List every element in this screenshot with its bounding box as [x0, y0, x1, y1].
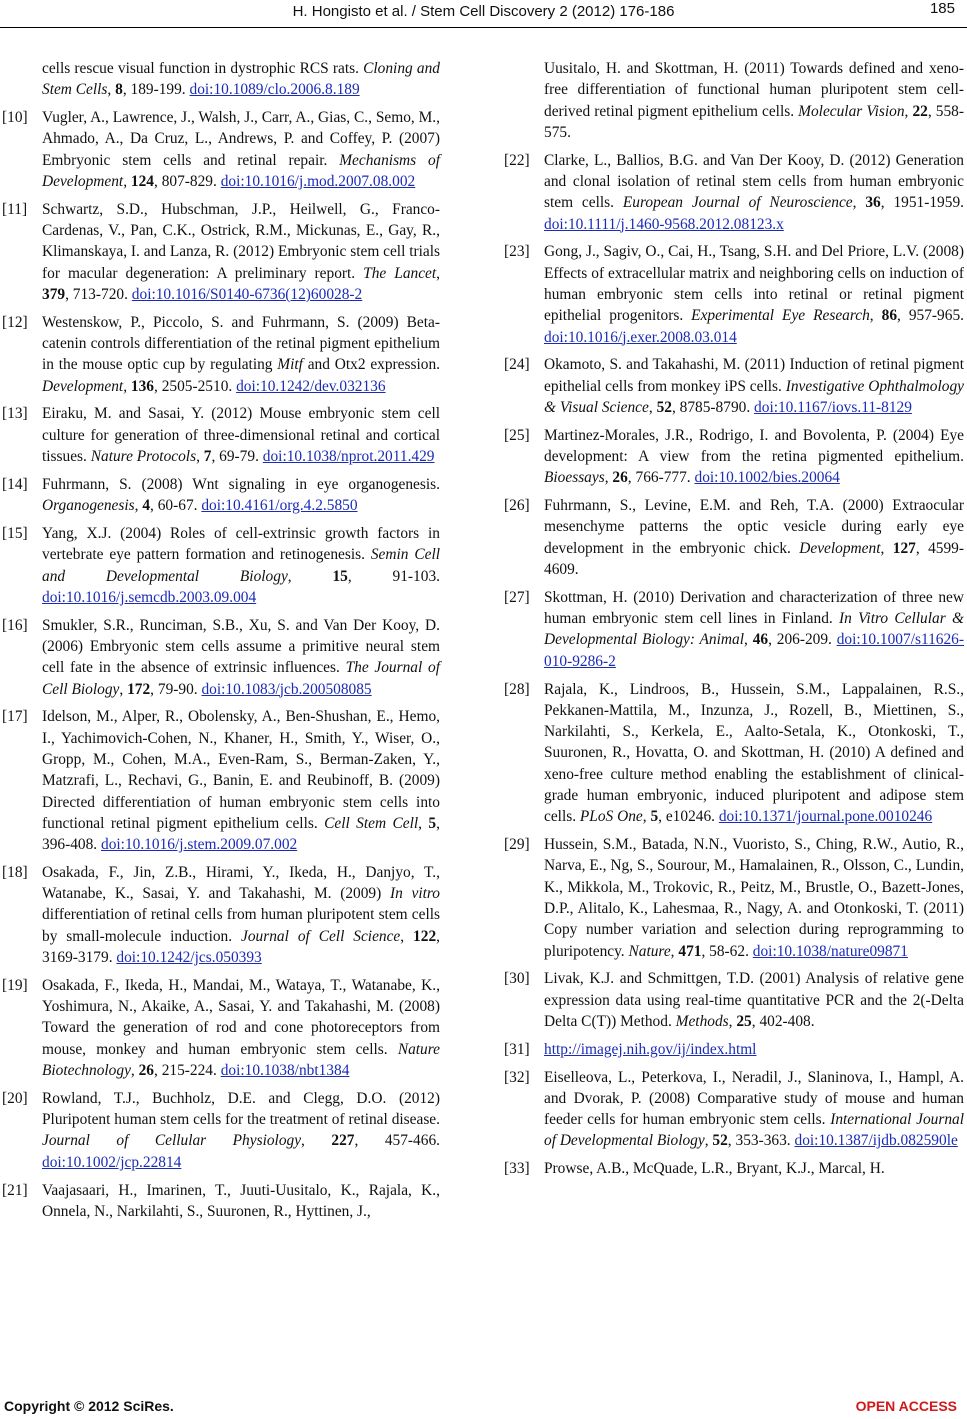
- reference-text: ,: [880, 539, 893, 557]
- reference-link[interactable]: doi:10.1016/j.mod.2007.08.002: [220, 172, 416, 190]
- reference-text: ,: [130, 1062, 139, 1080]
- reference-text: ,: [301, 1132, 332, 1150]
- reference-text: Rowland, T.J., Buchholz, D.E. and Clegg, D.O. (2012) Pluripotent human stem cells for the treatment of retinal disease.: [42, 1089, 440, 1129]
- reference-text: ,: [728, 1012, 737, 1030]
- reference-link[interactable]: doi:10.1007/s11626-010-9286-2: [544, 631, 964, 670]
- reference-journal-title: Experimental Eye Research: [691, 307, 870, 325]
- running-header: [0, 0, 967, 25]
- reference-text: , 1951-1959.: [880, 194, 964, 212]
- reference-text: , 558-575.: [544, 102, 964, 141]
- reference-journal-title: Cloning and Stem Cells: [42, 60, 440, 99]
- reference-text: ,: [704, 1132, 713, 1150]
- reference-text: , 957-965.: [897, 307, 964, 325]
- reference-journal-title: Mitf: [277, 356, 303, 374]
- reference-entry: [0, 1180, 440, 1223]
- reference-text: Martinez-Morales, J.R., Rodrigo, I. and Bovolenta, P. (2004) Eye development: A view from the retina pigmented epithelium.: [544, 426, 964, 466]
- reference-text: ,: [852, 194, 866, 212]
- reference-volume: 36: [865, 194, 881, 212]
- reference-text: Livak, K.J. and Schmittgen, T.D. (2001) Analysis of relative gene expression data using real-time quantitative PCR and the 2(-Delta Delta C(T)) Method.: [544, 970, 964, 1030]
- reference-link[interactable]: doi:10.1038/nature09871: [752, 942, 908, 960]
- reference-number: [28]: [504, 680, 530, 698]
- reference-journal-title: Molecular Vision: [798, 102, 905, 120]
- reference-journal-title: PLoS One: [579, 808, 643, 826]
- reference-link[interactable]: doi:10.1111/j.1460-9568.2012.08123.x: [544, 215, 784, 233]
- reference-entry: [0, 615, 440, 700]
- reference-text: differentiation of retinal cells from human pluripotent stem cells by small-molecule induction.: [42, 906, 440, 945]
- reference-number: [31]: [504, 1040, 530, 1058]
- reference-link[interactable]: doi:10.4161/org.4.2.5850: [201, 497, 358, 515]
- reference-number: [22]: [504, 151, 530, 169]
- reference-volume: 22: [912, 102, 928, 120]
- reference-entry: [0, 107, 440, 192]
- reference-text: Westenskow, P., Piccolo, S. and Fuhrmann, S. (2009) Beta-catenin controls differentiation of the retinal pigment epithelium in the mouse optic cup by regulating: [42, 313, 440, 374]
- reference-text: cells rescue visual function in dystrophic RCS rats.: [42, 60, 364, 77]
- reference-number: [13]: [2, 405, 28, 423]
- reference-text: , 396-408.: [42, 814, 440, 854]
- reference-text: ,: [904, 102, 913, 120]
- reference-link[interactable]: doi:10.1387/ijdb.082590le: [794, 1132, 958, 1150]
- reference-text: Gong, J., Sagiv, O., Cai, H., Tsang, S.H. and Del Priore, L.V. (2008) Effects of extracellular matrix and neighboring cells on induction of human embryonic stem cells into retinal or retinal pigment epithelial progenitors.: [544, 243, 964, 325]
- reference-number: [21]: [2, 1181, 28, 1199]
- reference-number: [26]: [504, 497, 530, 515]
- reference-number: [25]: [504, 426, 530, 444]
- reference-entry: [0, 706, 440, 855]
- reference-entry: [0, 474, 440, 517]
- reference-entry: [502, 1039, 964, 1060]
- reference-journal-title: Cell Stem Cell: [324, 814, 419, 832]
- reference-text: Schwartz, S.D., Hubschman, J.P., Heilwell, G., Franco-Cardenas, V., Pan, C.K., Ostrick, R.M., Mickunas, E., Gay, R., Klimanskaya, I. and Lanza, R. (2012) Embryonic stem cell trials for macular degeneration: A preliminary report.: [42, 200, 440, 282]
- reference-entry: [0, 58, 440, 101]
- reference-text: Smukler, S.R., Runciman, S.B., Xu, S. and Van Der Kooy, D. (2006) Embryonic stem cells assume a primitive neural stem cell fate in the absence of extrinsic influences.: [42, 616, 440, 677]
- reference-text: and Otx2 expression.: [302, 356, 440, 374]
- reference-text: ,: [418, 814, 429, 832]
- reference-entry: [502, 1158, 964, 1179]
- reference-link[interactable]: doi:10.1038/nbt1384: [220, 1062, 350, 1080]
- reference-entry: [502, 150, 964, 235]
- reference-volume: 127: [892, 539, 916, 557]
- reference-text: Fuhrmann, S., Levine, E.M. and Reh, T.A. (2000) Extraocular mesenchyme patterns the optic vesicle during early eye development in the embryonic chick.: [544, 497, 964, 557]
- reference-volume: 227: [331, 1132, 355, 1150]
- reference-journal-title: Nature Biotechnology: [42, 1040, 440, 1080]
- reference-journal-title: Development: [42, 377, 124, 395]
- reference-number: [12]: [2, 313, 28, 331]
- reference-number: [19]: [2, 976, 28, 994]
- reference-text: ,: [119, 680, 128, 698]
- reference-volume: 15: [332, 567, 348, 585]
- reference-text: Prowse, A.B., McQuade, L.R., Bryant, K.J., Marcal, H.: [544, 1160, 885, 1178]
- reference-text: , 713-720.: [65, 285, 132, 303]
- reference-text: , 91-103.: [347, 567, 440, 585]
- reference-volume: 4: [142, 497, 151, 515]
- reference-journal-title: Investigative Ophthalmology & Visual Science: [544, 377, 964, 416]
- reference-entry: [502, 1067, 964, 1152]
- reference-text: ,: [744, 631, 753, 649]
- reference-journal-title: Semin Cell and Developmental Biology: [42, 546, 440, 585]
- reference-text: Vaajasaari, H., Imarinen, T., Juuti-Uusitalo, K., Rajala, K., Onnela, N., Narkilahti, S., Suuronen, R., Hyttinen, J.,: [42, 1181, 440, 1220]
- reference-text: Fuhrmann, S. (2008) Wnt signaling in eye organogenesis.: [42, 475, 440, 493]
- reference-entry: [502, 679, 964, 828]
- reference-entry: [502, 354, 964, 418]
- reference-text: Osakada, F., Jin, Z.B., Hirami, Y., Ikeda, H., Danjyo, T., Watanabe, K., Sasai, Y. and Takahashi, M. (2009): [42, 863, 440, 903]
- reference-volume: 471: [678, 942, 702, 960]
- reference-link[interactable]: http://imagej.nih.gov/ij/index.html: [544, 1040, 757, 1058]
- reference-number: [29]: [504, 836, 530, 854]
- reference-entry: [0, 975, 440, 1081]
- reference-volume: 26: [612, 469, 628, 487]
- reference-volume: 8: [115, 81, 123, 99]
- reference-text: , 766-777.: [627, 469, 695, 487]
- reference-text: ,: [196, 448, 204, 466]
- reference-number: [14]: [2, 475, 28, 493]
- reference-text: Hussein, S.M., Batada, N.N., Vuoristo, S., Ching, R.W., Autio, R., Narva, E., Ng, S., Sourour, M., Hamalainen, R., Olsson, C., Lundin, K., Mikkola, M., Trokovic, R., Peitz, M., Brustle, O., Bazett-Jones, D.P., Alitalo, K., Lahesmaa, R., Nagy, A. and Otonkoski, T. (2011) Copy number variation and selection during reprogramming to pluripotency.: [544, 836, 964, 960]
- reference-entry: [0, 523, 440, 608]
- reference-volume: 25: [736, 1012, 752, 1030]
- reference-number: [33]: [504, 1160, 530, 1178]
- reference-link[interactable]: doi:10.1242/dev.032136: [236, 377, 386, 395]
- running-title: H. Hongisto et al. / Stem Cell Discovery 2 (2012) 176-186: [292, 3, 675, 20]
- page-footer: [0, 1398, 967, 1418]
- reference-text: ,: [436, 264, 441, 282]
- reference-journal-title: In Vitro Cellular & Developmental Biology: Animal: [544, 610, 964, 649]
- reference-number: [23]: [504, 243, 530, 261]
- reference-text: , 215-224.: [154, 1062, 221, 1080]
- reference-link[interactable]: doi:10.1016/j.exer.2008.03.014: [544, 328, 737, 346]
- reference-volume: 379: [42, 285, 66, 303]
- reference-journal-title: Nature Protocols: [90, 448, 197, 466]
- reference-text: , 58-62.: [701, 942, 753, 960]
- reference-text: Skottman, H. (2010) Derivation and characterization of three new human embryonic stem cell lines in Finland.: [544, 588, 964, 628]
- reference-text: ,: [134, 497, 143, 515]
- references-left-column: [0, 58, 440, 1229]
- reference-text: , 3169-3179.: [42, 927, 440, 967]
- reference-text: Vugler, A., Lawrence, J., Walsh, J., Carr, A., Gias, C., Semo, M., Ahmado, A., Da Cruz, L., Andrews, P. and Coffey, P. (2007) Embryonic stem cells and retinal repair.: [42, 109, 440, 169]
- reference-journal-title: Journal of Cell Science: [241, 927, 401, 945]
- reference-text: ,: [869, 307, 882, 325]
- reference-text: ,: [648, 398, 657, 416]
- reference-number: [10]: [2, 109, 28, 127]
- reference-link[interactable]: doi:10.1242/jcs.050393: [116, 949, 262, 967]
- reference-text: Idelson, M., Alper, R., Obolensky, A., Ben-Shushan, E., Hemo, I., Yachimovich-Cohen, N., Khaner, H., Smith, Y., Wiser, O., Gropp, M., Cohen, M.A., Even-Ram, S., Berman-Zaken, Y., Matzrafi, L., Rechavi, G., Banin, E. and Reubinoff, B. (2009) Directed differentiation of human embryonic stem cells into functional retinal pigment epithelium cells.: [42, 708, 440, 832]
- reference-text: Yang, X.J. (2004) Roles of cell-extrinsic growth factors in vertebrate eye pattern formation and retinogenesis.: [42, 524, 440, 564]
- reference-number: [18]: [2, 863, 28, 881]
- reference-number: [15]: [2, 524, 28, 542]
- reference-number: [16]: [2, 616, 28, 634]
- reference-journal-title: Organogenesis: [42, 497, 135, 515]
- reference-entry: [502, 834, 964, 962]
- reference-volume: 122: [413, 927, 437, 945]
- reference-text: , 457-466.: [354, 1132, 440, 1150]
- reference-volume: 5: [650, 808, 659, 826]
- reference-number: [11]: [2, 200, 28, 218]
- reference-entry: [0, 199, 440, 305]
- reference-volume: 124: [130, 172, 154, 190]
- reference-text: , 79-90.: [150, 680, 202, 698]
- reference-journal-title: Journal of Cellular Physiology: [42, 1132, 302, 1150]
- reference-link[interactable]: doi:10.1016/S0140-6736(12)60028-2: [131, 285, 363, 303]
- reference-text: , 206-209.: [768, 631, 837, 649]
- reference-journal-title: The Journal of Cell Biology: [42, 659, 440, 698]
- reference-entry: [502, 58, 964, 143]
- reference-text: Okamoto, S. and Takahashi, M. (2011) Induction of retinal pigment epithelial cells from monkey iPS cells.: [544, 356, 964, 395]
- reference-entry: [502, 968, 964, 1032]
- reference-entry: [0, 403, 440, 467]
- reference-text: ,: [123, 172, 131, 190]
- reference-volume: 52: [656, 398, 672, 416]
- reference-volume: 86: [881, 307, 898, 325]
- reference-text: , 189-199.: [122, 81, 190, 99]
- open-access-label: OPEN ACCESS: [855, 1398, 957, 1414]
- reference-text: Clarke, L., Ballios, B.G. and Van Der Kooy, D. (2012) Generation and clonal isolation of retinal stem cells from human embryonic stem cells.: [544, 151, 964, 212]
- page-number: 185: [929, 0, 955, 17]
- reference-number: [32]: [504, 1068, 530, 1086]
- reference-journal-title: The Lancet: [363, 264, 437, 282]
- reference-link[interactable]: doi:10.1002/jcp.22814: [42, 1153, 182, 1171]
- reference-entry: [0, 312, 440, 397]
- reference-volume: 7: [203, 448, 212, 466]
- references-right-column: [502, 58, 964, 1186]
- reference-volume: 136: [130, 377, 154, 395]
- reference-text: Uusitalo, H. and Skottman, H. (2011) Towards defined and xeno-free differentiation of functional human pluripotent stem cell-derived retinal pigment epithelium cells.: [544, 60, 964, 120]
- reference-text: ,: [642, 808, 651, 826]
- reference-entry: [502, 425, 964, 489]
- reference-volume: 5: [428, 814, 437, 832]
- reference-text: , 402-408.: [751, 1012, 815, 1030]
- reference-text: ,: [400, 927, 414, 945]
- reference-volume: 46: [752, 631, 769, 649]
- reference-text: Osakada, F., Ikeda, H., Mandai, M., Wataya, T., Watanabe, K., Yoshimura, N., Akaike, A., Sasai, Y. and Takahashi, M. (2008) Toward the generation of rod and cone photoreceptors from mouse, monkey and human embryonic stem cells.: [42, 976, 440, 1058]
- reference-link[interactable]: doi:10.1038/nprot.2011.429: [262, 448, 435, 466]
- reference-text: ,: [604, 469, 613, 487]
- reference-entry: [502, 587, 964, 672]
- reference-link[interactable]: doi:10.1016/j.stem.2009.07.002: [101, 836, 298, 854]
- reference-text: Rajala, K., Lindroos, B., Hussein, S.M., Lappalainen, R.S., Pekkanen-Mattila, M., Inzunza, J., Rozell, B., Miettinen, S., Narkilahti, S., Kerkela, E., Aalto-Setala, K., Otonkoski, T., Suuronen, R., Hovatta, O. and Skottman, H. (2010) A defined and xeno-free culture method enabling the establishment of clinical-grade human embryonic, induced pluripotent and adipose stem cells.: [544, 680, 964, 826]
- reference-number: [30]: [504, 970, 530, 988]
- reference-text: , 807-829.: [154, 172, 221, 190]
- reference-link[interactable]: doi:10.1083/jcb.200508085: [201, 680, 372, 698]
- header-rule: [0, 27, 967, 28]
- reference-text: , e10246.: [658, 808, 719, 826]
- reference-entry: [502, 495, 964, 580]
- copyright-notice: Copyright © 2012 SciRes.: [4, 1398, 174, 1414]
- reference-journal-title: European Journal of Neuroscience: [622, 194, 853, 212]
- reference-text: , 69-79.: [211, 448, 263, 466]
- reference-text: ,: [287, 567, 333, 585]
- reference-number: [20]: [2, 1089, 28, 1107]
- reference-text: ,: [107, 81, 116, 99]
- reference-text: , 2505-2510.: [154, 377, 237, 395]
- reference-link[interactable]: doi:10.1371/journal.pone.0010246: [718, 808, 933, 826]
- reference-journal-title: Methods: [675, 1012, 729, 1030]
- reference-number: [24]: [504, 356, 530, 374]
- reference-entry: [502, 241, 964, 347]
- reference-text: , 60-67.: [150, 497, 202, 515]
- reference-entry: [0, 862, 440, 968]
- reference-text: ,: [123, 377, 131, 395]
- reference-text: , 4599-4609.: [544, 539, 965, 579]
- reference-text: , 8785-8790.: [671, 398, 755, 416]
- reference-volume: 172: [127, 680, 151, 698]
- reference-journal-title: Mechanisms of Development: [42, 151, 440, 190]
- reference-text: , 353-363.: [727, 1132, 795, 1150]
- reference-volume: 26: [138, 1062, 154, 1080]
- reference-journal-title: International Journal of Developmental Biology: [544, 1111, 964, 1150]
- reference-link[interactable]: doi:10.1167/iovs.11-8129: [754, 398, 912, 416]
- reference-journal-title: In vitro: [389, 885, 440, 903]
- reference-volume: 52: [712, 1132, 728, 1150]
- reference-journal-title: Development: [799, 539, 881, 557]
- reference-entry: [0, 1088, 440, 1173]
- reference-link[interactable]: doi:10.1016/j.semcdb.2003.09.004: [42, 588, 257, 606]
- reference-text: Eiselleova, L., Peterkova, I., Neradil, J., Slaninova, I., Hampl, A. and Dvorak, P. (2008) Comparative study of mouse and human feeder cells for human embryonic stem cells.: [544, 1068, 964, 1129]
- reference-text: ,: [670, 942, 679, 960]
- reference-number: [27]: [504, 588, 530, 606]
- reference-link[interactable]: doi:10.1089/clo.2006.8.189: [189, 81, 360, 99]
- reference-journal-title: Nature: [628, 942, 671, 960]
- reference-link[interactable]: doi:10.1002/bies.20064: [694, 469, 840, 487]
- reference-number: [17]: [2, 708, 28, 726]
- reference-text: Eiraku, M. and Sasai, Y. (2012) Mouse embryonic stem cell culture for generation of three-dimensional retinal and cortical tissues.: [42, 405, 440, 466]
- reference-journal-title: Bioessays: [544, 469, 605, 487]
